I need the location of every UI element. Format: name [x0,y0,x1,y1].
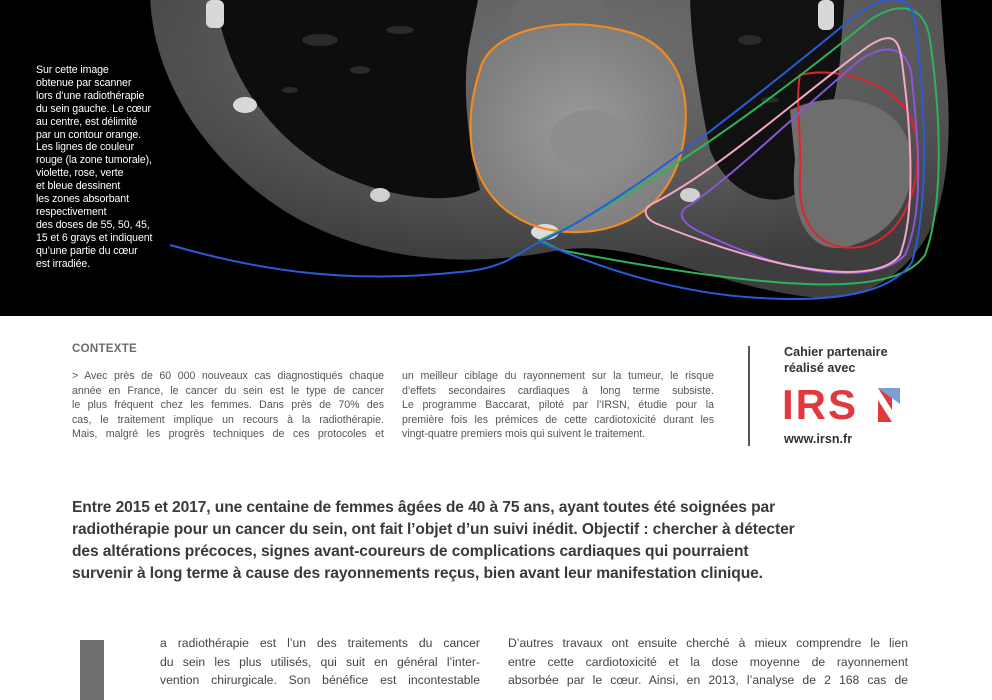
text-line: Le programme Baccarat, piloté par l’IRSN, étudie pour la [402,399,714,412]
caption-line: et bleue dessinent [36,180,121,193]
caption-line: par un contour orange. [36,128,141,141]
caption-line: Les lignes de couleur [36,141,135,154]
context-text-right [402,369,714,442]
context-text-left [72,369,384,442]
text-line: première fois les prémices de cette cardiotoxicité durant les [402,413,714,426]
partner-notice [784,344,888,376]
caption-line: qu’une partie du cœur [36,244,138,257]
caption-line: obtenue par scanner [36,76,132,89]
caption-line: lors d’une radiothérapie [36,89,145,102]
lead-line: des altérations précoces, signes avant-coureurs de complications cardiaques qui pourraient [72,543,749,560]
text-line: vingt-quatre premiers mois qui suivent le traitement. [402,428,646,441]
text-line: année en France, le cancer du sein est le type de cancer [72,384,384,397]
text-line: le plus fréquent chez les femmes. Dans près de 70% des [72,399,384,412]
partner-line: réalisé avec [784,361,856,375]
lead-line: radiothérapie pour un cancer du sein, ont fait l’objet d’un suivi inédit. Objectif : chercher à détecter [72,521,795,538]
text-line: > Avec près de 60 000 nouveaux cas diagnostiqués chaque [72,370,384,382]
vertical-divider [748,346,750,446]
caption-line: des doses de 55, 50, 45, [36,218,150,231]
caption-line: violette, rose, verte [36,167,124,180]
text-line: d’effets secondaires cardiaques à long terme subsiste. [402,384,714,397]
irsn-logo-n [870,388,900,422]
partner-url[interactable]: www.irsn.fr [784,432,853,446]
text-line: a radiothérapie est l’un des traitements du cancer [160,636,480,650]
irsn-logo-text: IRS [782,381,859,428]
caption-line: rouge (la zone tumorale), [36,154,152,167]
text-line: D’autres travaux ont ensuite cherché à mieux comprendre le lien [508,636,908,650]
caption-line: au centre, est délimité [36,115,138,128]
drop-cap-l [80,640,104,700]
ct-scan-image [0,0,992,316]
text-line: un meilleur ciblage du rayonnement sur la tumeur, le risque [402,370,714,382]
image-caption [36,64,186,271]
body-text-left [160,634,480,690]
context-heading: CONTEXTE [72,343,138,355]
text-line: entre cette cardiotoxicité et la dose moyenne de rayonnement [508,654,908,669]
text-line: Mais, malgré les progrès techniques de ces protocoles et [72,428,384,441]
text-line: cas, le traitement implique un recours à la radiothérapie. [72,413,384,426]
caption-line: les zones absorbant [36,193,129,206]
caption-line: Sur cette image [36,64,109,76]
text-line: du sein les plus utilisés, qui suit en général l’inter- [160,654,480,669]
caption-line: du sein gauche. Le cœur [36,102,151,115]
text-line: vention chirurgicale. Son bénéfice est incontestable [160,673,480,687]
caption-line: est irradiée. [36,257,91,270]
caption-line: respectivement [36,205,107,218]
lead-line: Entre 2015 et 2017, une centaine de femmes âgées de 40 à 75 ans, ayant toutes été soignées par [72,499,776,516]
lead-paragraph [72,497,872,585]
partner-line: Cahier partenaire [784,345,888,359]
irsn-logo [782,381,912,428]
body-text-right [508,634,908,690]
text-line: absorbée par le cœur. Ainsi, en 2013, l’analyse de 2 168 cas de [508,673,908,687]
caption-line: 15 et 6 grays et indiquent [36,231,153,244]
logo-n-glyph [870,388,900,422]
lead-line: survenir à long terme à cause des rayonnements reçus, bien avant leur manifestation clinique. [72,565,763,582]
